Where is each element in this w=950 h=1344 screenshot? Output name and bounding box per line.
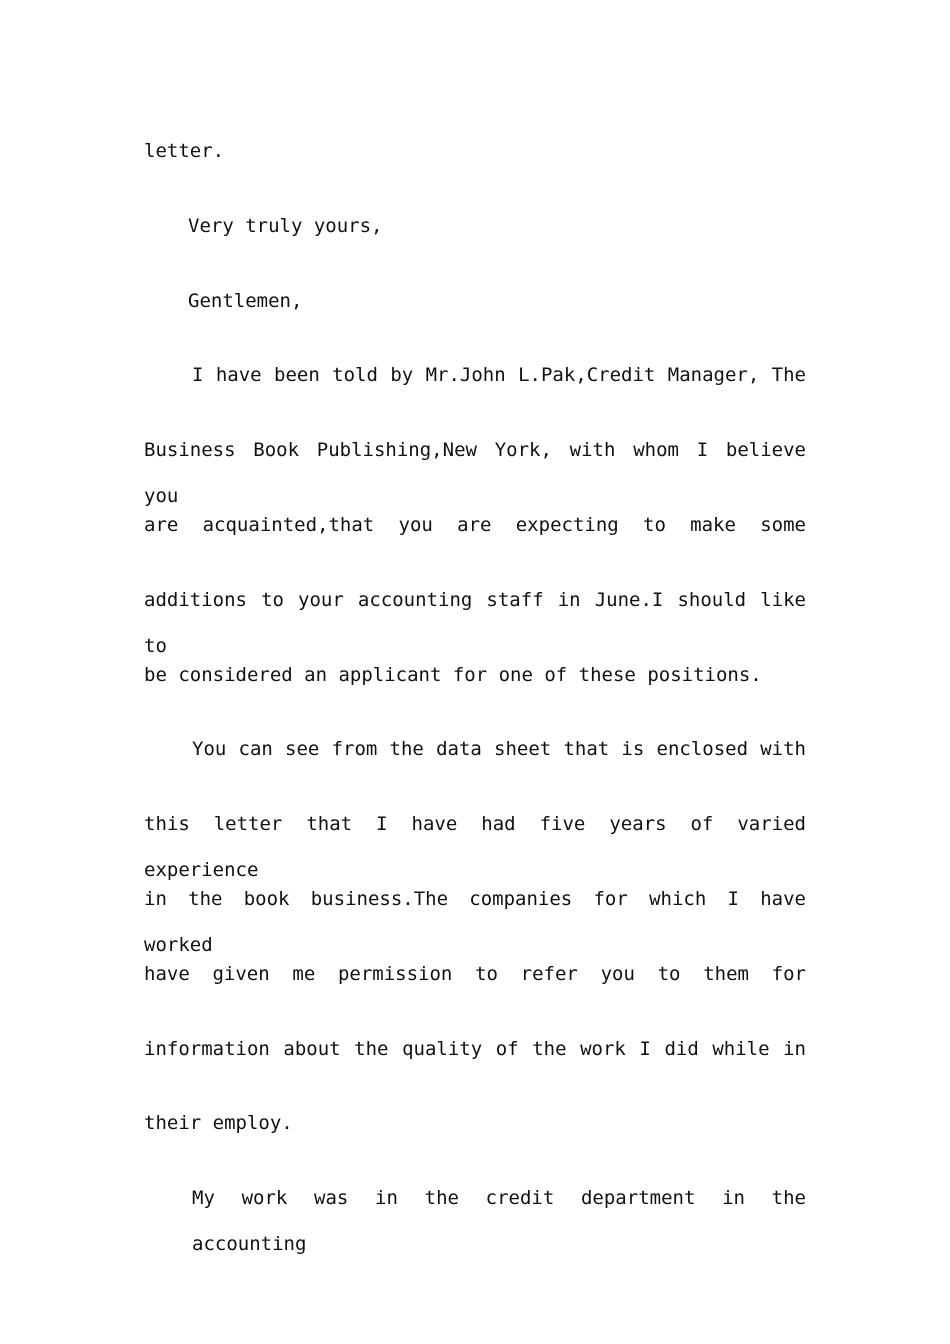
text-line: this letter that I have had five years of varied experience — [144, 813, 806, 882]
text-line: My work was in the credit department in the accounting — [192, 1187, 806, 1256]
letter-body — [144, 128, 806, 1256]
text-line: additions to your accounting staff in June.I should like to — [144, 588, 806, 657]
text-line: I have been told by Mr.John L.Pak,Credit Manager, The — [192, 364, 806, 387]
text-line: Business Book Publishing,New York, with whom I believe you — [144, 439, 806, 508]
salutation-line: Gentlemen, — [188, 289, 303, 312]
text-line: their employ. — [144, 1112, 293, 1135]
text-line: have given me permission to refer you to them for — [144, 962, 806, 985]
text-line: are acquainted,that you are expecting to make some — [144, 513, 806, 536]
text-line: be considered an applicant for one of these positions. — [144, 663, 762, 686]
closing-line: Very truly yours, — [188, 214, 383, 237]
text-line: in the book business.The companies for which I have worked — [144, 887, 806, 956]
text-line: letter. — [144, 140, 225, 162]
text-line: You can see from the data sheet that is enclosed with — [192, 738, 806, 761]
text-line: information about the quality of the work I did while in — [144, 1037, 806, 1060]
